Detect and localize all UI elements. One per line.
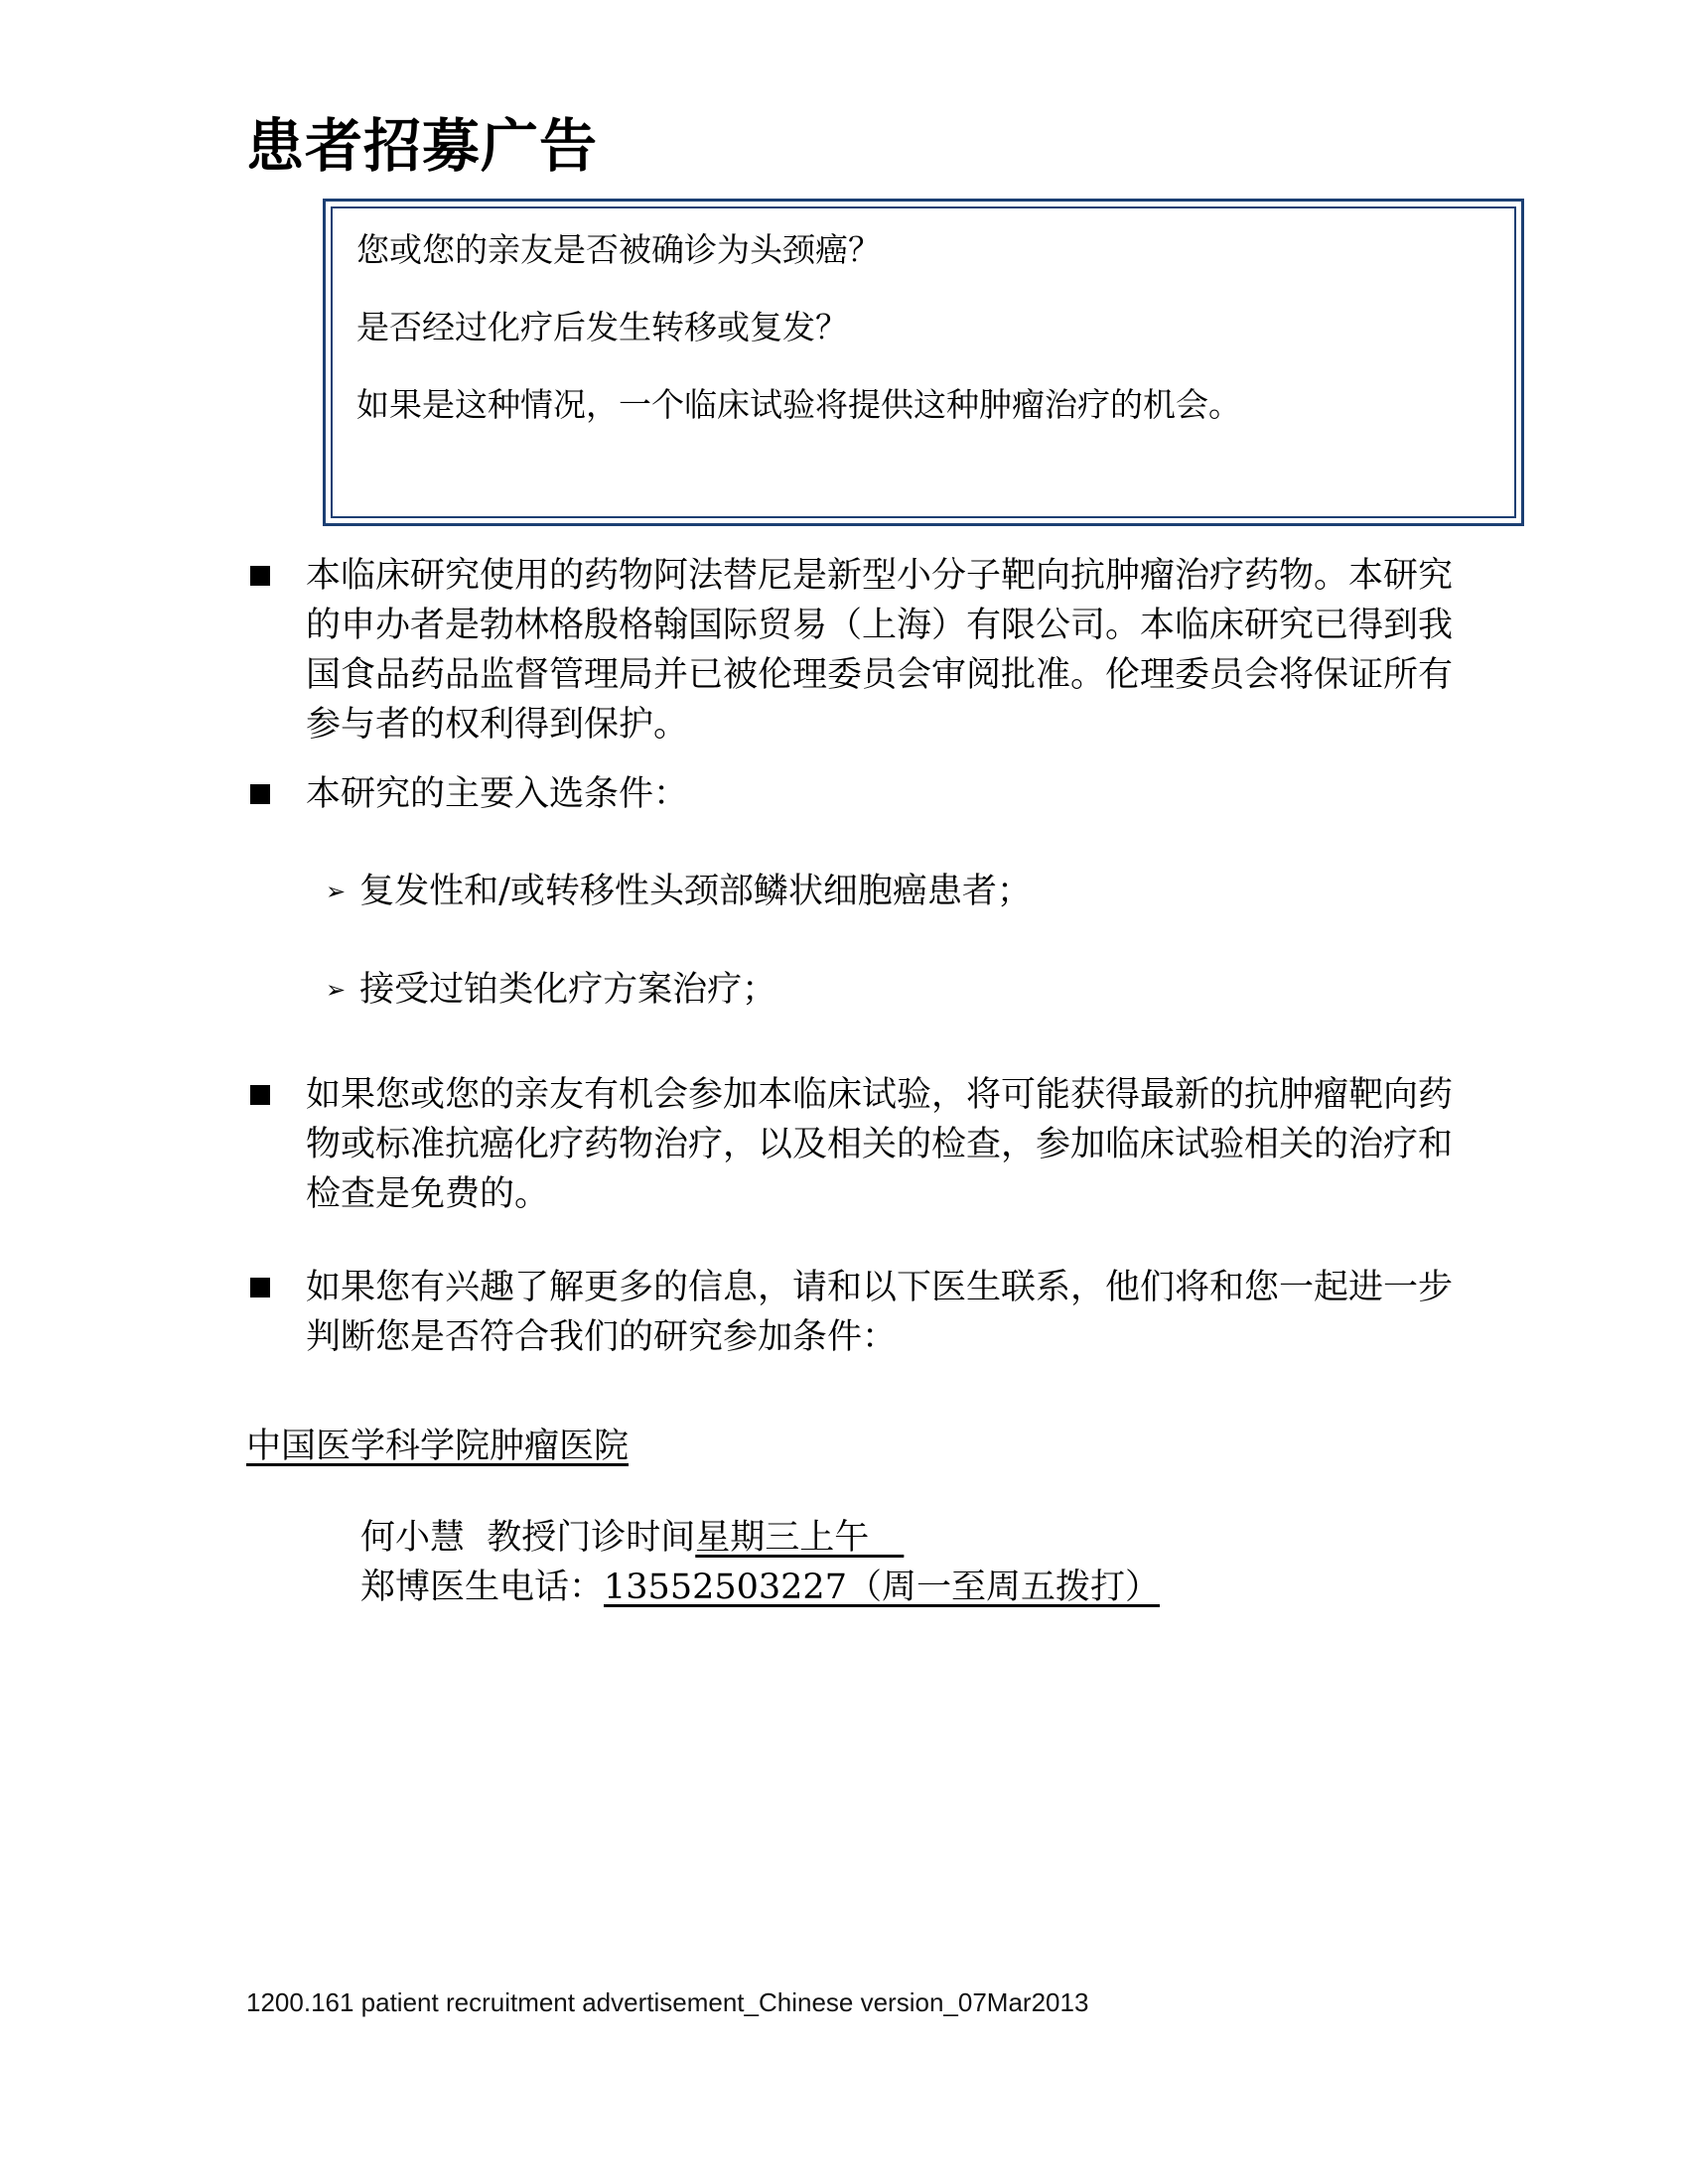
- intro-box-inner: [331, 206, 1516, 518]
- arrow-bullet-icon: ➢: [326, 976, 347, 1004]
- intro-question-diagnosis: 您或您的亲友是否被确诊为头颈癌？: [356, 230, 881, 269]
- intro-trial-offer: 如果是这种情况，一个临床试验将提供这种肿瘤治疗的机会。: [356, 385, 1241, 424]
- bullet-inclusion-criteria: [246, 769, 1487, 819]
- square-bullet-icon: [250, 1278, 270, 1297]
- bullet-text: 如果您或您的亲友有机会参加本临床试验，将可能获得最新的抗肿瘤靶向药物或标准抗癌化疗药物治疗，以及相关的检查，参加临床试验相关的治疗和检查是免费的。: [306, 1075, 1454, 1214]
- page-title: 患者招募广告: [246, 112, 599, 180]
- arrow-bullet-icon: ➢: [326, 878, 347, 905]
- square-bullet-icon: [250, 566, 270, 586]
- phone-number: 13552503227（周一至周五拨打）: [604, 1568, 1160, 1607]
- bullet-text: 本临床研究使用的药物阿法替尼是新型小分子靶向抗肿瘤治疗药物。本研究的申办者是勃林格殷格翰国际贸易（上海）有限公司。本临床研究已得到我国食品药品监督管理局并已被伦理委员会审阅批准。伦理委员会将保证所有参与者的权利得到保护。: [306, 556, 1454, 745]
- bullet-contact-info: [246, 1263, 1487, 1362]
- intro-box: [323, 199, 1524, 526]
- criteria-item: [326, 966, 776, 1014]
- criteria-text: 接受过铂类化疗方案治疗；: [359, 970, 777, 1010]
- doctor-name-label: 何小慧 教授门诊时间: [360, 1518, 696, 1558]
- doctor-clinic-line: [360, 1514, 904, 1562]
- bullet-benefits: [246, 1070, 1487, 1219]
- criteria-text: 复发性和/或转移性头颈部鳞状细胞癌患者；: [359, 872, 1032, 911]
- hospital-name: 中国医学科学院肿瘤医院: [246, 1427, 630, 1466]
- clinic-time: 星期三上午__: [695, 1518, 905, 1558]
- doctor-phone-line: [360, 1564, 1160, 1611]
- phone-label: 郑博医生电话：: [360, 1568, 605, 1607]
- document-footer: 1200.161 patient recruitment advertisement_Chinese version_07Mar2013: [246, 1987, 1089, 2017]
- intro-question-relapse: 是否经过化疗后发生转移或复发？: [356, 308, 848, 346]
- square-bullet-icon: [250, 784, 270, 804]
- bullet-text: 本研究的主要入选条件：: [306, 774, 689, 814]
- square-bullet-icon: [250, 1085, 270, 1105]
- bullet-study-drug: [246, 551, 1487, 750]
- criteria-item: [326, 868, 1032, 915]
- bullet-text: 如果您有兴趣了解更多的信息，请和以下医生联系，他们将和您一起进一步判断您是否符合我们的研究参加条件：: [306, 1268, 1454, 1357]
